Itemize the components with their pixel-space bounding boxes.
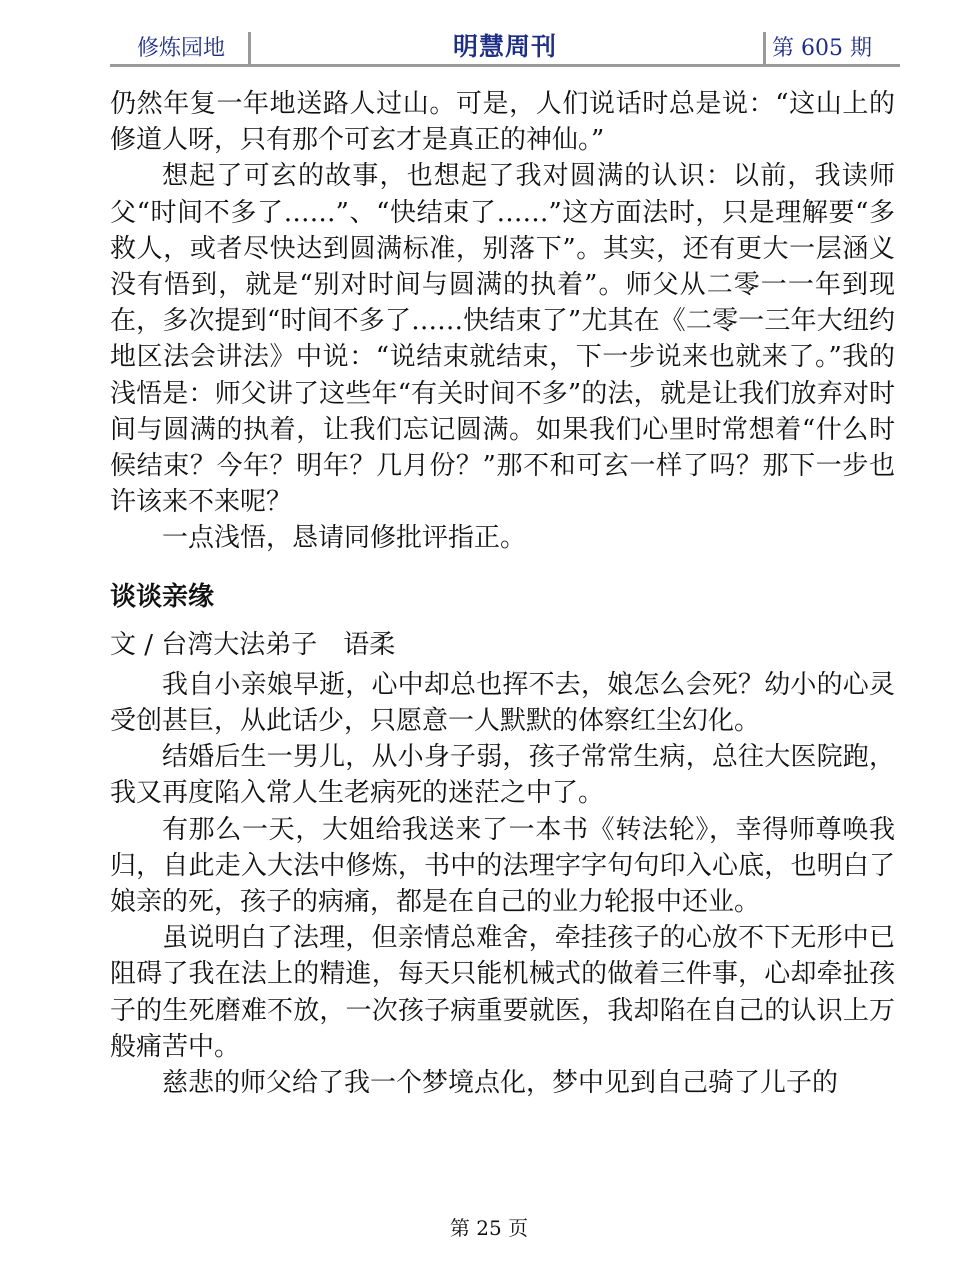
paragraph: 结婚后生一男儿，从小身子弱，孩子常常生病，总往大医院跑，我又再度陷入常人生老病死的迷茫之中了。 (110, 742, 895, 809)
article-byline: 文 / 台湾大法弟子 语柔 (110, 629, 396, 660)
page-content (110, 86, 895, 1101)
page-number: 第 25 页 (449, 1216, 529, 1240)
header-divider-right (763, 32, 766, 65)
issue-number: 第 605 期 (772, 36, 872, 61)
paragraph: 有那么一天，大姐给我送来了一本书《转法轮》，幸得师尊唤我归，自此走入大法中修炼，书中的法理字字句句印入心底，也明白了娘亲的死，孩子的病痛，都是在自己的业力轮报中还业。 (110, 814, 895, 918)
header-rule (110, 64, 900, 67)
paragraph: 虽说明白了法理，但亲情总难舍，牵挂孩子的心放不下无形中已阻碍了我在法上的精進，每天只能机械式的做着三件事，心却牵扯孩子的生死磨难不放，一次孩子病重要就医，我却陷在自己的认识上万般痛苦中。 (110, 923, 895, 1062)
paragraph: 想起了可玄的故事，也想起了我对圆满的认识：以前，我读师父“时间不多了……”、“快结束了……”这方面法时，只是理解要“多救人，或者尽快达到圆满标准，别落下”。其实，还有更大一层涵义没有悟到，就是“别对时间与圆满的执着”。师父从二零一一年到现在，多次提到“时间不多了……快结束了”尤其在《二零一三年大纽约地区法会讲法》中说：“说结束就结束，下一步说来也就来了。”我的浅悟是：师父讲了这些年“有关时间不多”的法，就是让我们放弃对时间与圆满的执着，让我们忘记圆满。如果我们心里时常想着“什么时候结束？今年？明年？几月份？”那不和可玄一样了吗？那下一步也许该来不来呢？ (110, 161, 895, 518)
magazine-title: 明慧周刊 (452, 32, 557, 61)
paragraph: 慈悲的师父给了我一个梦境点化，梦中见到自己骑了儿子的 (162, 1068, 839, 1099)
page-header (110, 26, 900, 66)
article-title: 谈谈亲缘 (110, 581, 215, 612)
paragraph: 我自小亲娘早逝，心中却总也挥不去，娘怎么会死？幼小的心灵受创甚巨，从此话少，只愿意一人默默的体察红尘幻化。 (110, 669, 895, 737)
section-label: 修炼园地 (137, 36, 226, 61)
paragraph: 仍然年复一年地送路人过山。可是，人们说话时总是说：“这山上的修道人呀，只有那个可玄才是真正的神仙。” (110, 89, 895, 156)
paragraph: 一点浅悟，恳请同修批评指正。 (162, 523, 527, 554)
